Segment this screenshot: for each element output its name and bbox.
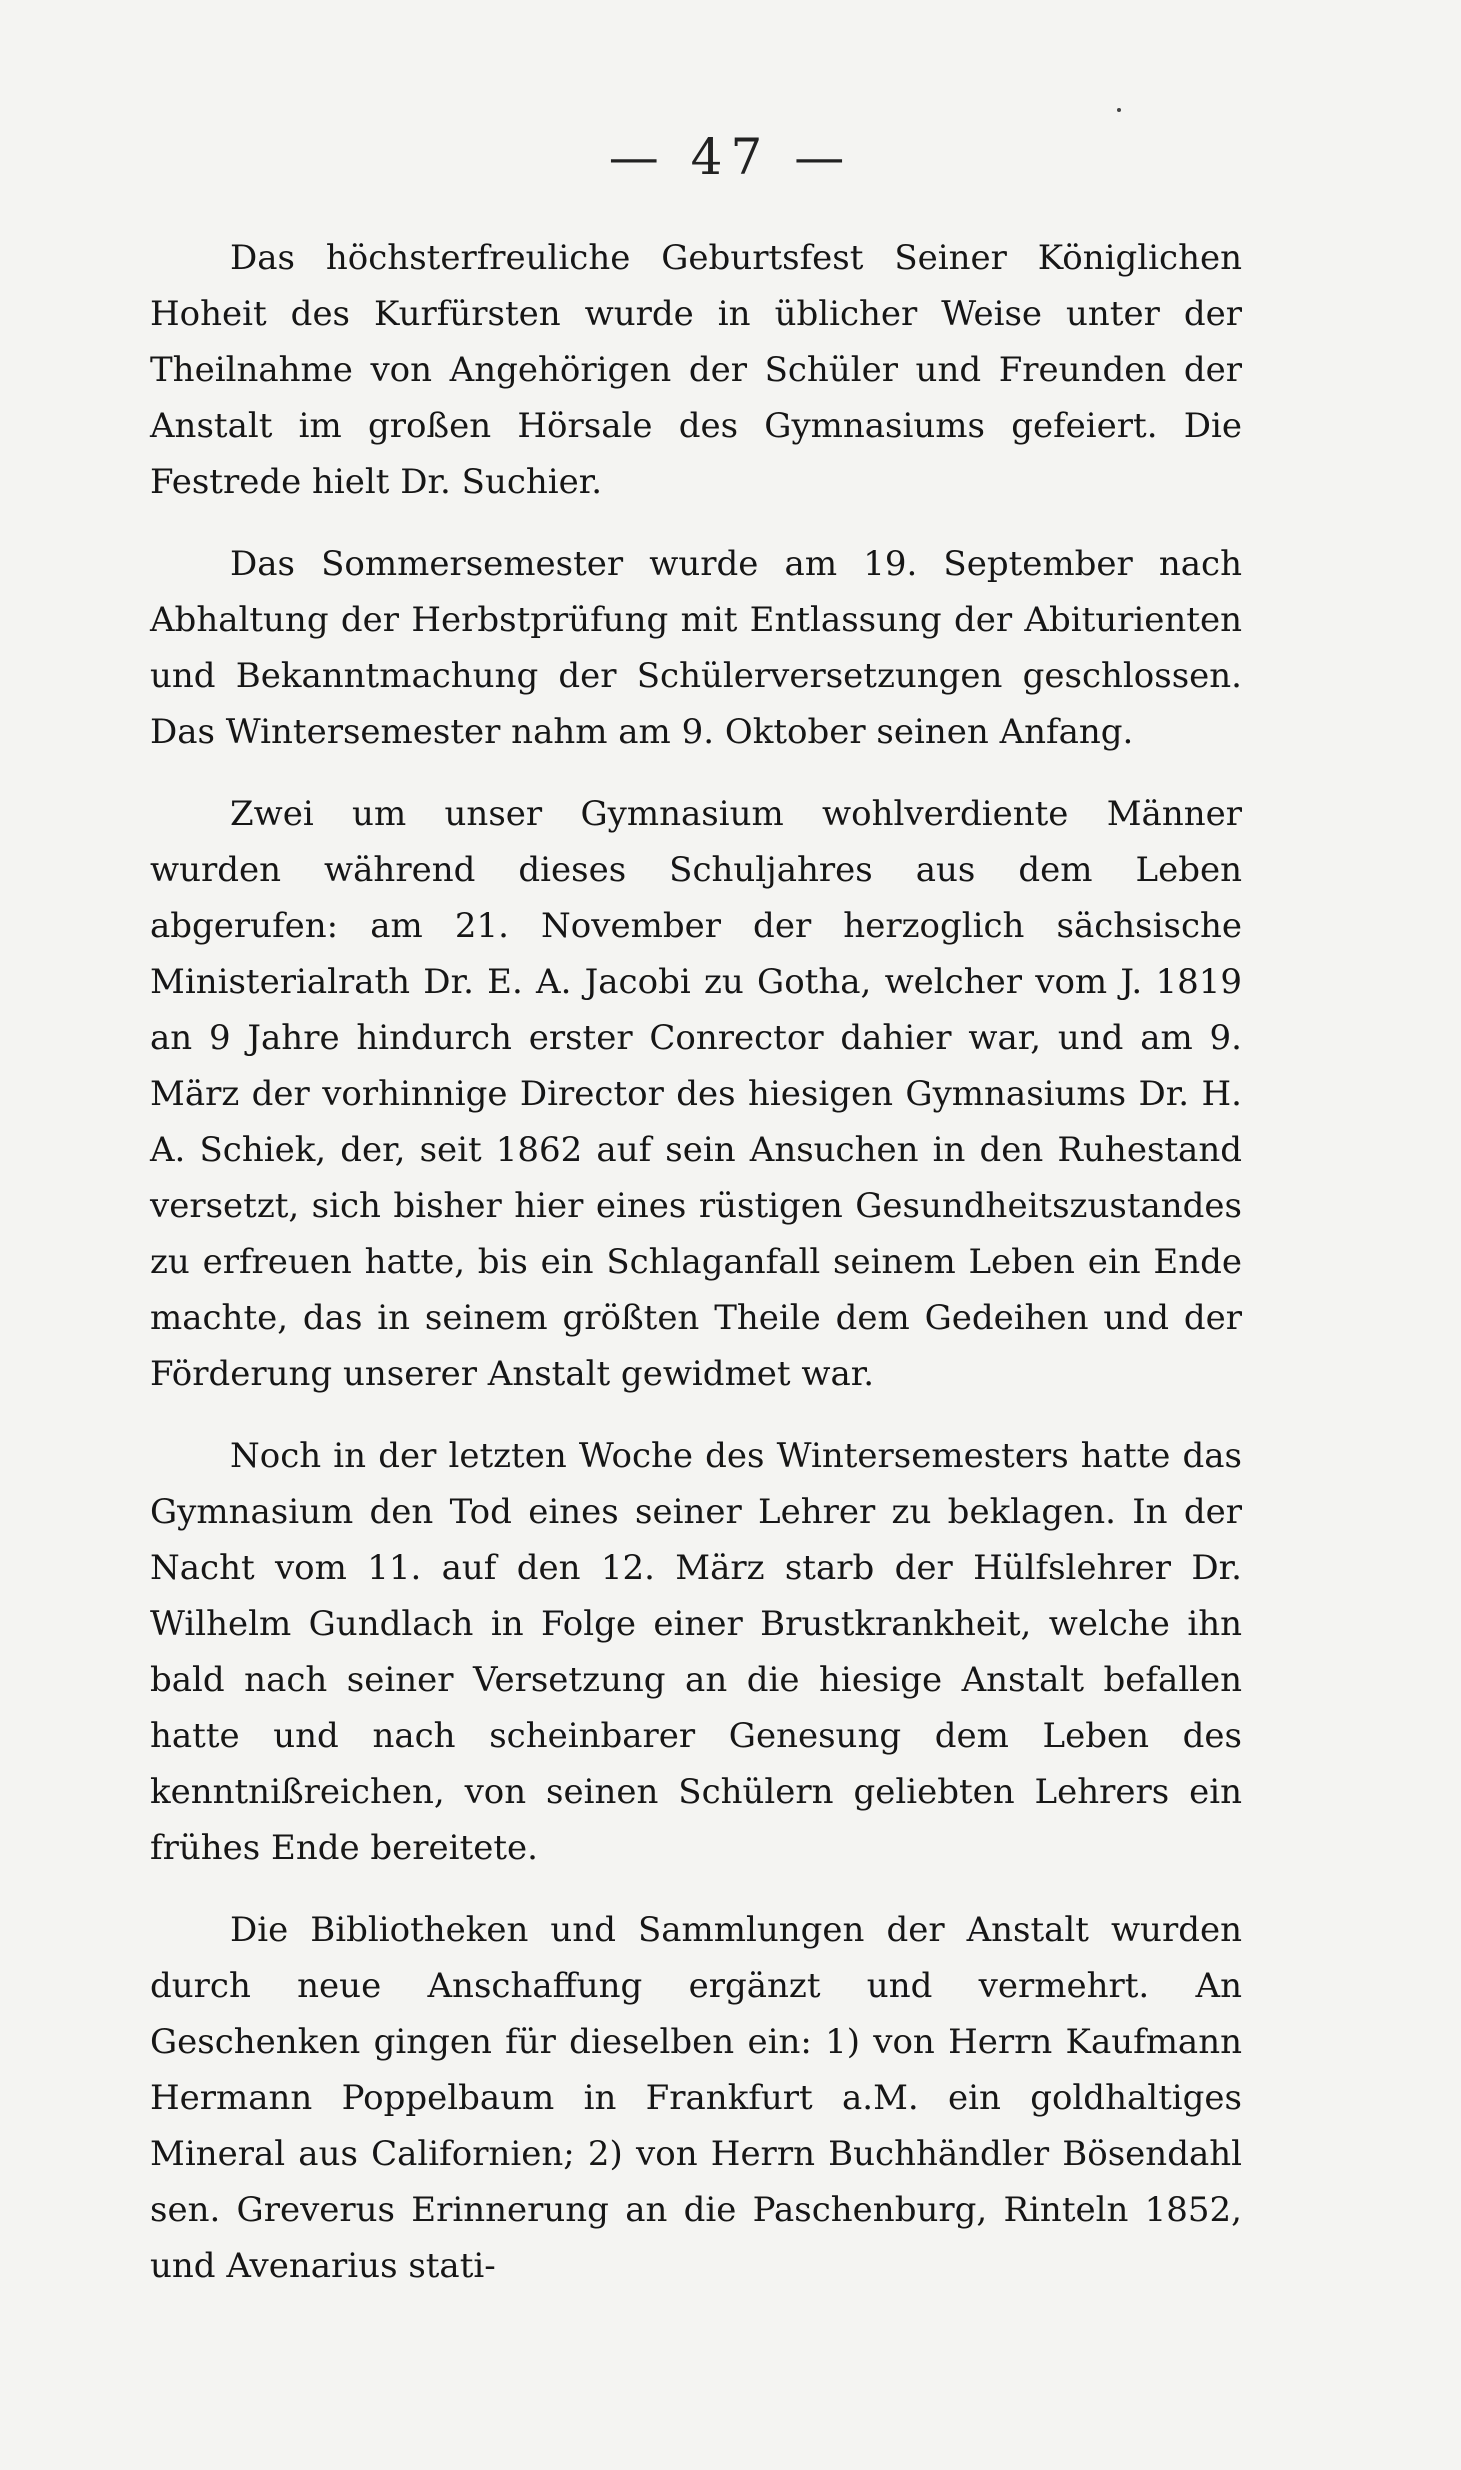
- ink-speck: [1117, 108, 1121, 112]
- page-number: — 47 —: [608, 128, 853, 186]
- paragraph-library-donations: Die Bibliotheken und Sammlungen der Anstalt wurden durch neue Anschaffung ergänzt und vermehrt. An Geschenken gingen für dieselben ein: 1) von Herrn Kaufmann Hermann Poppelbaum in Frankfurt a.M. ein goldhaltiges Mineral aus Californien; 2) von Herrn Buchhändler Bösendahl sen. Greverus Erinnerung an die Paschenburg, Rinteln 1852, und Avenarius stati-: [150, 1910, 1242, 2286]
- paragraph-birthday-celebration: Das höchsterfreuliche Geburtsfest Seiner Königlichen Hoheit des Kurfürsten wurde in üblicher Weise unter der Theilnahme von Angehörigen der Schüler und Freunden der Anstalt im großen Hörsale des Gymnasiums gefeiert. Die Festrede hielt Dr. Suchier.: [150, 238, 1242, 502]
- paragraph-obituaries: Zwei um unser Gymnasium wohlverdiente Männer wurden während dieses Schuljahres aus dem Leben abgerufen: am 21. November der herzoglich sächsische Ministerialrath Dr. E. A. Jacobi zu Gotha, welcher vom J. 1819 an 9 Jahre hindurch erster Conrector dahier war, und am 9. März der vorhinnige Director des hiesigen Gymnasiums Dr. H. A. Schiek, der, seit 1862 auf sein Ansuchen in den Ruhestand versetzt, sich bisher hier eines rüstigen Gesundheitszustandes zu erfreuen hatte, bis ein Schlaganfall seinem Leben ein Ende machte, das in seinem größten Theile dem Gedeihen und der Förderung unserer Anstalt gewidmet war.: [150, 794, 1242, 1394]
- paragraph-teacher-death: Noch in der letzten Woche des Wintersemesters hatte das Gymnasium den Tod eines seiner Lehrer zu beklagen. In der Nacht vom 11. auf den 12. März starb der Hülfslehrer Dr. Wilhelm Gundlach in Folge einer Brustkrankheit, welche ihn bald nach seiner Versetzung an die hiesige Anstalt befallen hatte und nach scheinbarer Genesung dem Leben des kenntnißreichen, von seinen Schülern geliebten Lehrers ein frühes Ende bereitete.: [150, 1436, 1242, 1868]
- body-text: [150, 230, 1242, 2320]
- paragraph-semester-dates: Das Sommersemester wurde am 19. September nach Abhaltung der Herbstprüfung mit Entlassung der Abiturienten und Bekanntmachung der Schülerversetzungen geschlossen. Das Wintersemester nahm am 9. Oktober seinen Anfang.: [150, 544, 1242, 752]
